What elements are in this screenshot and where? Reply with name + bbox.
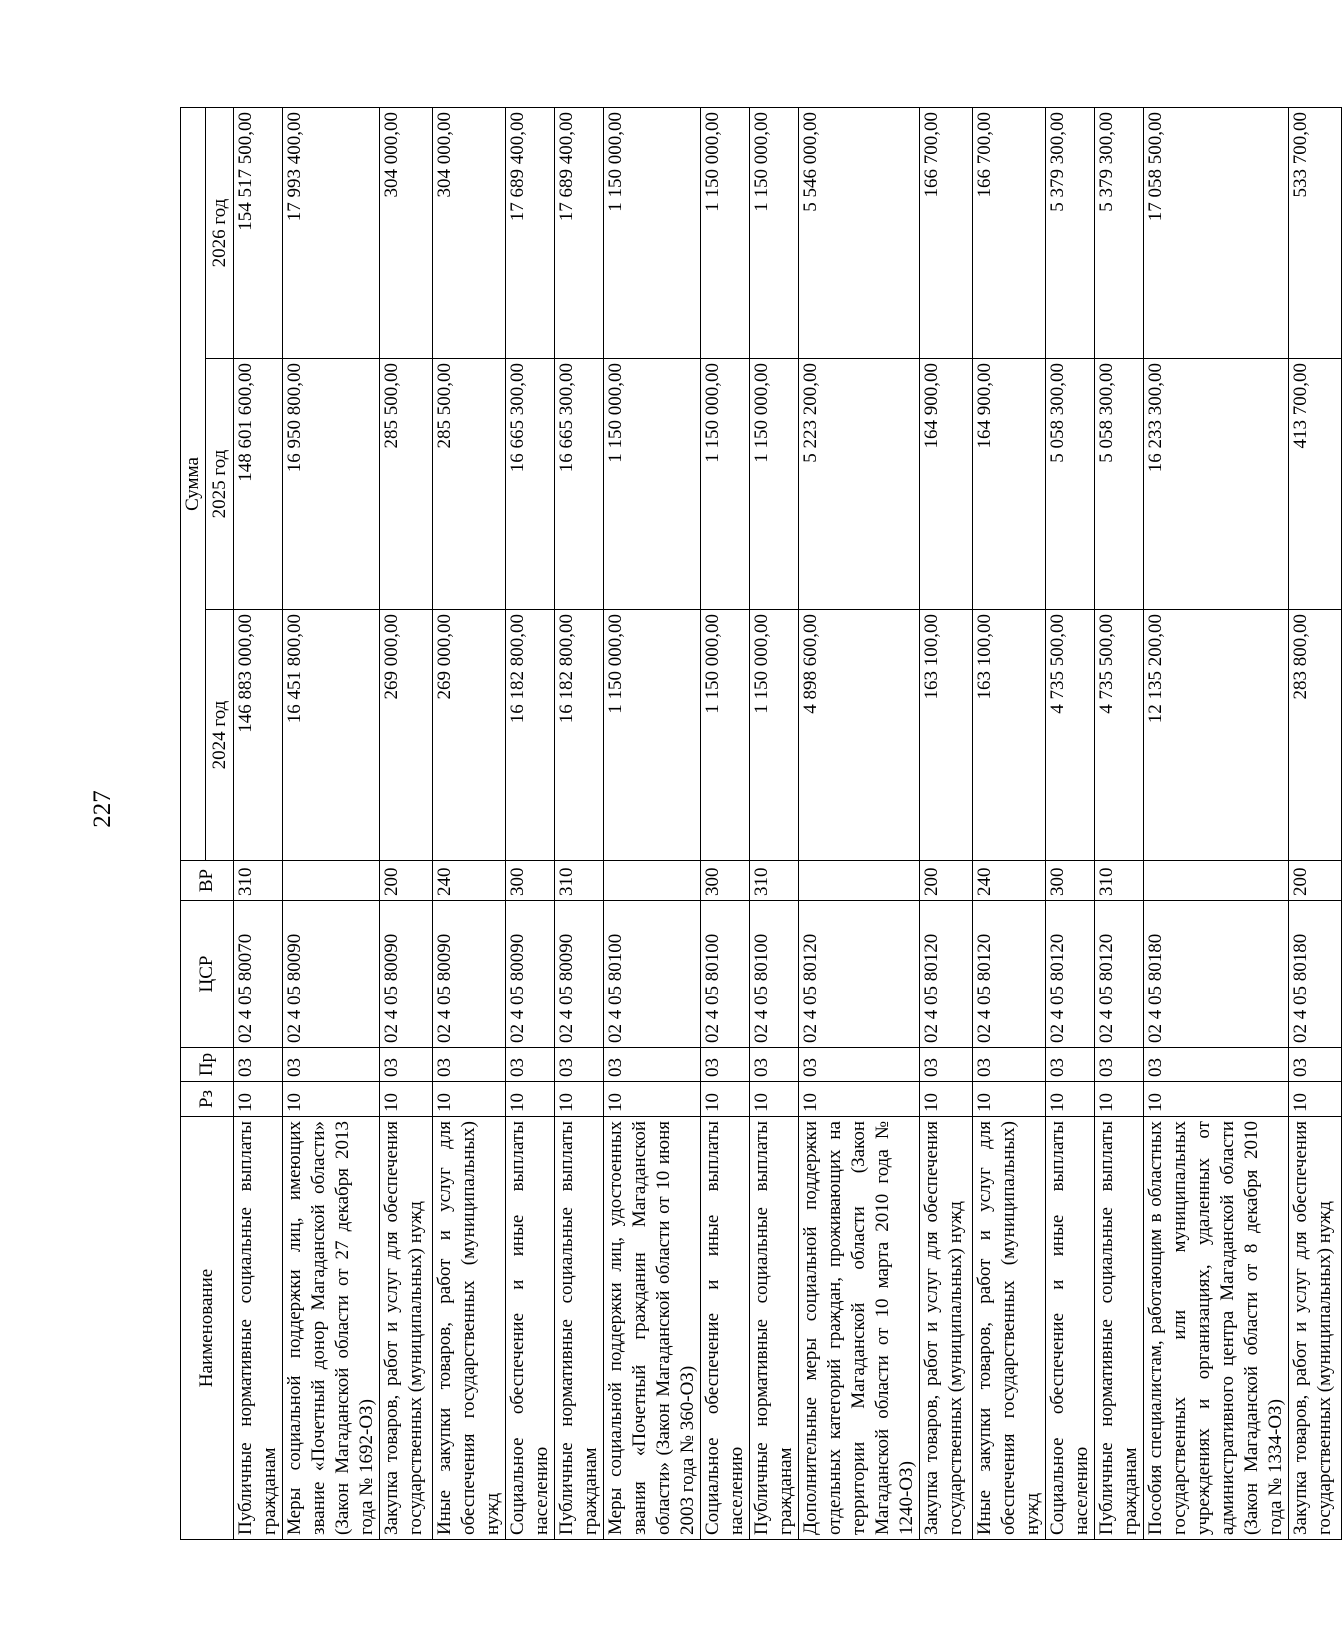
row-pr: 03 (506, 1048, 555, 1082)
row-vr (799, 861, 920, 901)
row-name: Публичные нормативные социальные выплаты гражданам (234, 1117, 283, 1540)
table-body (234, 108, 1342, 1540)
row-pr: 03 (433, 1048, 506, 1082)
row-pr: 03 (1289, 1048, 1342, 1082)
row-pr: 03 (973, 1048, 1046, 1082)
row-amount-2025: 413 700,00 (1289, 359, 1342, 610)
table-row (283, 108, 380, 1540)
budget-table (180, 107, 1342, 1540)
row-amount-2024: 16 451 800,00 (283, 610, 380, 861)
table-row (750, 108, 799, 1540)
row-amount-2026: 1 150 000,00 (604, 108, 701, 359)
row-amount-2026: 1 150 000,00 (750, 108, 799, 359)
row-rz: 10 (604, 1082, 701, 1117)
header-sum: Сумма (181, 108, 206, 861)
row-vr (283, 861, 380, 901)
row-rz: 10 (1144, 1082, 1289, 1117)
row-rz: 10 (1289, 1082, 1342, 1117)
row-vr: 200 (920, 861, 973, 901)
table-row (604, 108, 701, 1540)
header-name: Наименование (181, 1117, 234, 1540)
row-amount-2026: 5 546 000,00 (799, 108, 920, 359)
row-vr: 300 (701, 861, 750, 901)
row-vr: 310 (555, 861, 604, 901)
row-name: Пособия специалистам, работающим в областных государственных или муниципальных учреждениях и организациях, удаленных от административного центра Магаданской области (Закон Магаданской области от 8 декабря 2010 года № 1334-ОЗ) (1144, 1117, 1289, 1540)
row-csr: 02 4 05 80100 (750, 901, 799, 1048)
page-number: 227 (89, 790, 116, 828)
table-row (799, 108, 920, 1540)
row-amount-2025: 1 150 000,00 (604, 359, 701, 610)
row-amount-2025: 1 150 000,00 (750, 359, 799, 610)
row-name: Меры социальной поддержки лиц, имеющих звание «Почетный донор Магаданской области» (Закон Магаданской области от 27 декабря 2013 года № 1692-ОЗ) (283, 1117, 380, 1540)
row-rz: 10 (283, 1082, 380, 1117)
row-pr: 03 (283, 1048, 380, 1082)
row-amount-2026: 166 700,00 (920, 108, 973, 359)
row-csr: 02 4 05 80120 (1046, 901, 1095, 1048)
row-name: Социальное обеспечение и иные выплаты населению (506, 1117, 555, 1540)
row-rz: 10 (1046, 1082, 1095, 1117)
row-amount-2025: 16 950 800,00 (283, 359, 380, 610)
row-rz: 10 (1095, 1082, 1144, 1117)
row-csr: 02 4 05 80120 (1095, 901, 1144, 1048)
row-amount-2025: 148 601 600,00 (234, 359, 283, 610)
row-pr: 03 (750, 1048, 799, 1082)
row-amount-2024: 4 735 500,00 (1095, 610, 1144, 861)
row-csr: 02 4 05 80090 (555, 901, 604, 1048)
row-csr: 02 4 05 80180 (1144, 901, 1289, 1048)
row-pr: 03 (604, 1048, 701, 1082)
header-year-2026: 2026 год (206, 108, 234, 359)
row-name: Закупка товаров, работ и услуг для обеспечения государственных (муниципальных) нужд (1289, 1117, 1342, 1540)
row-vr: 310 (1095, 861, 1144, 901)
row-vr: 240 (973, 861, 1046, 901)
row-amount-2024: 16 182 800,00 (555, 610, 604, 861)
row-name: Закупка товаров, работ и услуг для обеспечения государственных (муниципальных) нужд (920, 1117, 973, 1540)
row-csr: 02 4 05 80090 (433, 901, 506, 1048)
row-csr: 02 4 05 80100 (604, 901, 701, 1048)
row-amount-2024: 283 800,00 (1289, 610, 1342, 861)
row-csr: 02 4 05 80120 (973, 901, 1046, 1048)
row-vr (1144, 861, 1289, 901)
table-row (973, 108, 1046, 1540)
row-csr: 02 4 05 80120 (799, 901, 920, 1048)
row-vr: 240 (433, 861, 506, 901)
header-year-2024: 2024 год (206, 610, 234, 861)
row-rz: 10 (234, 1082, 283, 1117)
row-pr: 03 (1144, 1048, 1289, 1082)
row-amount-2024: 16 182 800,00 (506, 610, 555, 861)
row-csr: 02 4 05 80090 (283, 901, 380, 1048)
row-amount-2024: 1 150 000,00 (701, 610, 750, 861)
row-csr: 02 4 05 80090 (380, 901, 433, 1048)
row-name: Закупка товаров, работ и услуг для обеспечения государственных (муниципальных) нужд (380, 1117, 433, 1540)
table-row (920, 108, 973, 1540)
row-amount-2025: 16 665 300,00 (506, 359, 555, 610)
row-amount-2025: 5 223 200,00 (799, 359, 920, 610)
row-pr: 03 (555, 1048, 604, 1082)
row-amount-2024: 163 100,00 (973, 610, 1046, 861)
row-amount-2026: 17 993 400,00 (283, 108, 380, 359)
row-amount-2025: 285 500,00 (433, 359, 506, 610)
row-amount-2025: 5 058 300,00 (1095, 359, 1144, 610)
row-pr: 03 (234, 1048, 283, 1082)
row-amount-2024: 12 135 200,00 (1144, 610, 1289, 861)
row-name: Публичные нормативные социальные выплаты гражданам (1095, 1117, 1144, 1540)
table-row (1095, 108, 1144, 1540)
row-vr: 300 (1046, 861, 1095, 901)
row-csr: 02 4 05 80070 (234, 901, 283, 1048)
table-row (1046, 108, 1095, 1540)
row-csr: 02 4 05 80120 (920, 901, 973, 1048)
row-rz: 10 (750, 1082, 799, 1117)
row-name: Публичные нормативные социальные выплаты гражданам (750, 1117, 799, 1540)
header-rz: Рз (181, 1082, 234, 1117)
row-rz: 10 (433, 1082, 506, 1117)
header-csr: ЦСР (181, 901, 234, 1048)
row-amount-2025: 16 665 300,00 (555, 359, 604, 610)
row-amount-2025: 5 058 300,00 (1046, 359, 1095, 610)
row-rz: 10 (506, 1082, 555, 1117)
row-amount-2026: 1 150 000,00 (701, 108, 750, 359)
row-amount-2024: 269 000,00 (380, 610, 433, 861)
row-vr: 310 (234, 861, 283, 901)
row-amount-2024: 1 150 000,00 (750, 610, 799, 861)
row-pr: 03 (1046, 1048, 1095, 1082)
row-amount-2026: 17 689 400,00 (555, 108, 604, 359)
row-name: Меры социальной поддержки лиц, удостоенных звания «Почетный гражданин Магаданской области» (Закон Магаданской области от 10 июня 2003 года № 360-ОЗ) (604, 1117, 701, 1540)
table-row (1144, 108, 1289, 1540)
header-pr: Пр (181, 1048, 234, 1082)
row-pr: 03 (380, 1048, 433, 1082)
row-rz: 10 (701, 1082, 750, 1117)
row-amount-2025: 16 233 300,00 (1144, 359, 1289, 610)
row-amount-2025: 1 150 000,00 (701, 359, 750, 610)
row-csr: 02 4 05 80100 (701, 901, 750, 1048)
row-rz: 10 (920, 1082, 973, 1117)
table-container (180, 108, 1335, 1540)
row-amount-2026: 17 058 500,00 (1144, 108, 1289, 359)
row-name: Социальное обеспечение и иные выплаты населению (1046, 1117, 1095, 1540)
row-amount-2025: 164 900,00 (920, 359, 973, 610)
row-pr: 03 (920, 1048, 973, 1082)
row-amount-2024: 4 735 500,00 (1046, 610, 1095, 861)
row-amount-2026: 166 700,00 (973, 108, 1046, 359)
row-amount-2024: 1 150 000,00 (604, 610, 701, 861)
table-row (1289, 108, 1342, 1540)
row-vr: 310 (750, 861, 799, 901)
row-amount-2025: 285 500,00 (380, 359, 433, 610)
row-name: Социальное обеспечение и иные выплаты населению (701, 1117, 750, 1540)
table-row (433, 108, 506, 1540)
row-amount-2024: 4 898 600,00 (799, 610, 920, 861)
table-row (555, 108, 604, 1540)
row-amount-2026: 17 689 400,00 (506, 108, 555, 359)
table-row (380, 108, 433, 1540)
table-row (234, 108, 283, 1540)
row-amount-2026: 533 700,00 (1289, 108, 1342, 359)
row-amount-2026: 154 517 500,00 (234, 108, 283, 359)
row-rz: 10 (799, 1082, 920, 1117)
row-amount-2026: 5 379 300,00 (1095, 108, 1144, 359)
row-pr: 03 (1095, 1048, 1144, 1082)
row-name: Публичные нормативные социальные выплаты гражданам (555, 1117, 604, 1540)
row-csr: 02 4 05 80090 (506, 901, 555, 1048)
table-row (701, 108, 750, 1540)
header-vr: ВР (181, 861, 234, 901)
row-amount-2026: 304 000,00 (433, 108, 506, 359)
row-csr: 02 4 05 80180 (1289, 901, 1342, 1048)
row-rz: 10 (555, 1082, 604, 1117)
row-name: Иные закупки товаров, работ и услуг для обеспечения государственных (муниципальных) нужд (433, 1117, 506, 1540)
row-vr (604, 861, 701, 901)
row-amount-2026: 5 379 300,00 (1046, 108, 1095, 359)
row-pr: 03 (701, 1048, 750, 1082)
row-amount-2025: 164 900,00 (973, 359, 1046, 610)
table-row (506, 108, 555, 1540)
row-amount-2026: 304 000,00 (380, 108, 433, 359)
row-amount-2024: 163 100,00 (920, 610, 973, 861)
row-rz: 10 (380, 1082, 433, 1117)
row-name: Иные закупки товаров, работ и услуг для обеспечения государственных (муниципальных) нужд (973, 1117, 1046, 1540)
row-vr: 200 (1289, 861, 1342, 901)
row-vr: 300 (506, 861, 555, 901)
row-name: Дополнительные меры социальной поддержки отдельных категорий граждан, проживающих на территории Магаданской области (Закон Магаданской области от 10 марта 2010 года № 1240-ОЗ) (799, 1117, 920, 1540)
row-rz: 10 (973, 1082, 1046, 1117)
row-amount-2024: 269 000,00 (433, 610, 506, 861)
row-vr: 200 (380, 861, 433, 901)
header-year-2025: 2025 год (206, 359, 234, 610)
row-amount-2024: 146 883 000,00 (234, 610, 283, 861)
row-pr: 03 (799, 1048, 920, 1082)
